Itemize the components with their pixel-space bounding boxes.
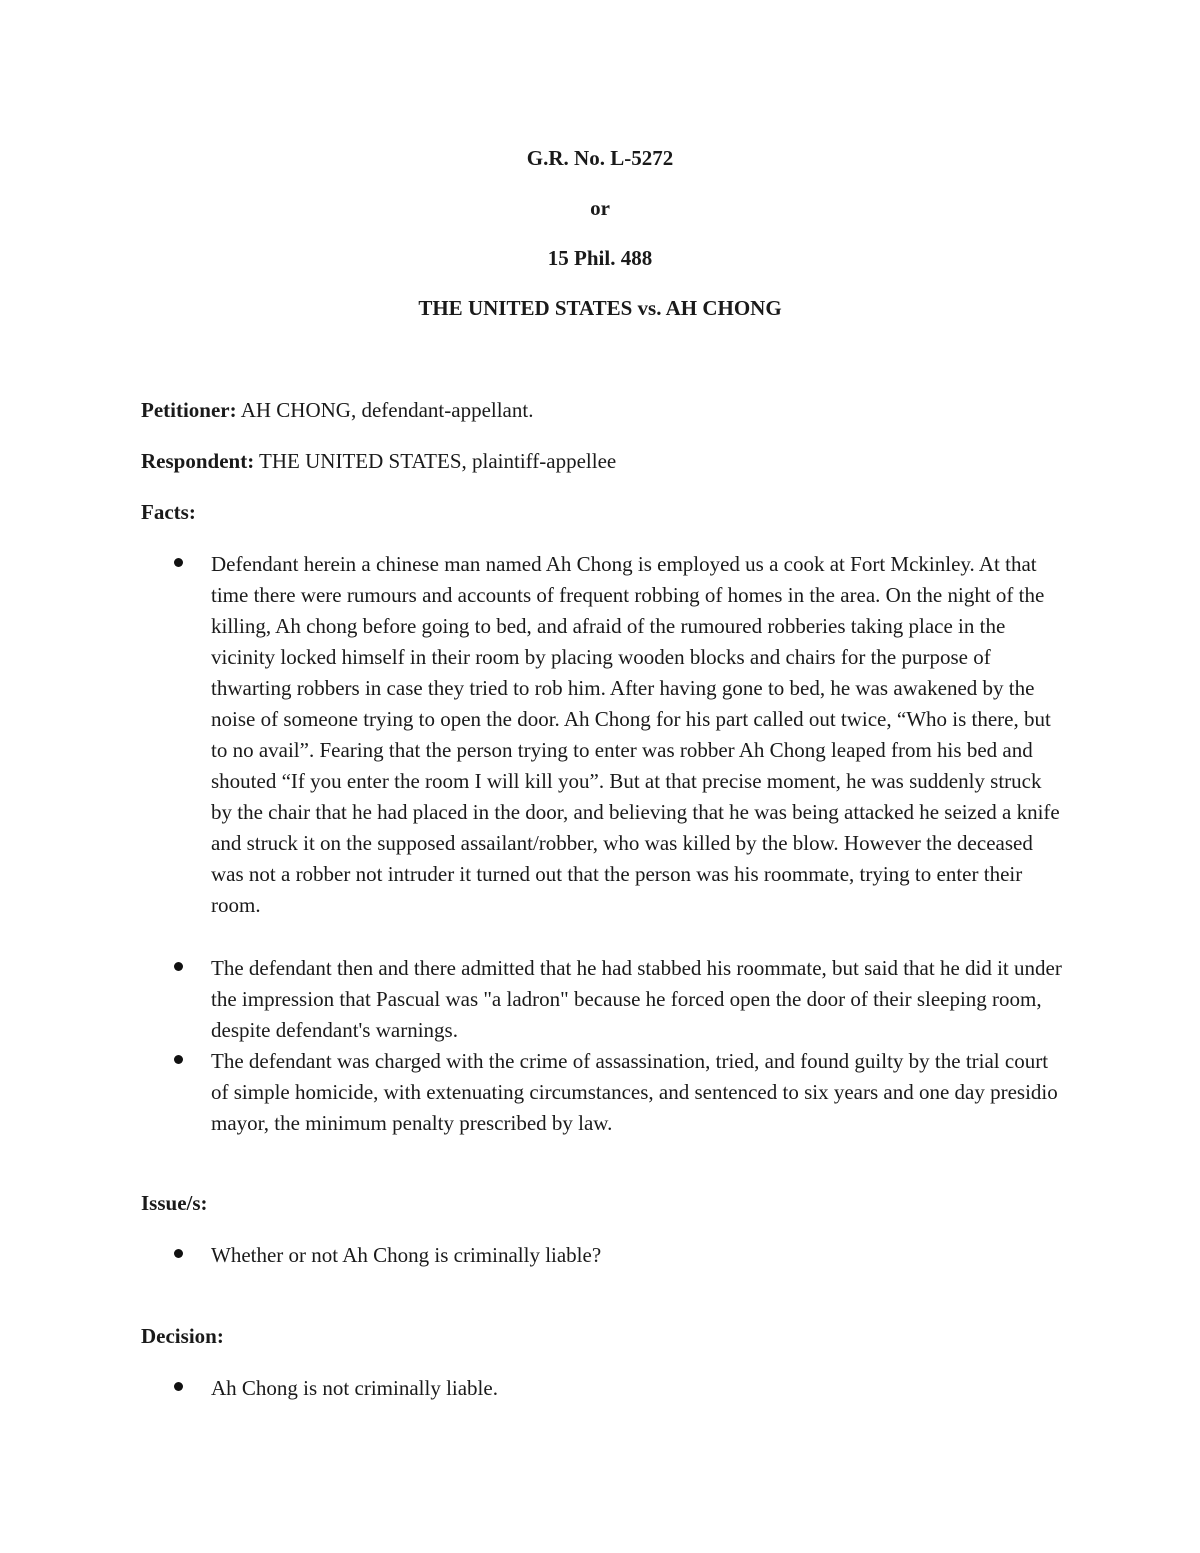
facts-heading: Facts: — [141, 500, 196, 524]
fact-text: The defendant then and there admitted that he had stabbed his roommate, but said that he did it under the impression that Pascual was "a ladron" because he forced open the door of their sleeping room, despite defendant's warnings. — [211, 956, 1062, 1042]
bullet-icon — [174, 1249, 183, 1258]
bullet-icon — [174, 1382, 183, 1391]
gr-number: G.R. No. L-5272 — [526, 146, 674, 170]
list-item — [174, 549, 1074, 949]
respondent-value: THE UNITED STATES, plaintiff-appellee — [254, 449, 617, 473]
list-item — [174, 1240, 1074, 1274]
bullet-icon — [174, 962, 183, 971]
or-text: or — [590, 196, 610, 220]
decision-heading: Decision: — [141, 1324, 224, 1348]
list-item — [174, 1373, 1074, 1407]
list-item — [174, 953, 1074, 1048]
fact-text: Defendant herein a chinese man named Ah Chong is employed us a cook at Fort Mckinley. At that time there were rumours and accounts of frequent robbing of homes in the area. On the night of the killing, Ah chong before going to bed, and afraid of the rumoured robberies taking place in the vicinity locked himself in their room by placing wooden blocks and chairs for the purpose of thwarting robbers in case they tried to rob him. After having gone to bed, he was awakened by the noise of someone trying to open the door. Ah Chong for his part called out twice, “Who is there, but to no avail”. Fearing that the person trying to enter was robber Ah Chong leaped from his bed and shouted “If you enter the room I will kill you”. But at that precise moment, he was suddenly struck by the chair that he had placed in the door, and believing that he was being attacked he seized a knife and struck it on the supposed assailant/robber, who was killed by the blow. However the deceased was not a robber not intruder it turned out that the person was his roommate, trying to enter their room. — [211, 552, 1060, 917]
case-title: THE UNITED STATES vs. AH CHONG — [418, 296, 782, 320]
respondent-line — [141, 448, 616, 474]
issues-heading: Issue/s: — [141, 1191, 208, 1215]
petitioner-value: AH CHONG, defendant-appellant. — [236, 398, 534, 422]
citation: 15 Phil. 488 — [547, 246, 653, 270]
fact-text: The defendant was charged with the crime of assassination, tried, and found guilty by the trial court of simple homicide, with extenuating circumstances, and sentenced to six years and one day presidio mayor, the minimum penalty prescribed by law. — [211, 1049, 1058, 1135]
petitioner-line — [141, 397, 533, 423]
petitioner-label: Petitioner: — [141, 398, 237, 422]
list-item — [174, 1046, 1074, 1141]
bullet-icon — [174, 558, 183, 567]
respondent-label: Respondent: — [141, 449, 255, 473]
decision-text: Ah Chong is not criminally liable. — [211, 1376, 498, 1400]
bullet-icon — [174, 1055, 183, 1064]
issue-text: Whether or not Ah Chong is criminally liable? — [211, 1243, 602, 1267]
